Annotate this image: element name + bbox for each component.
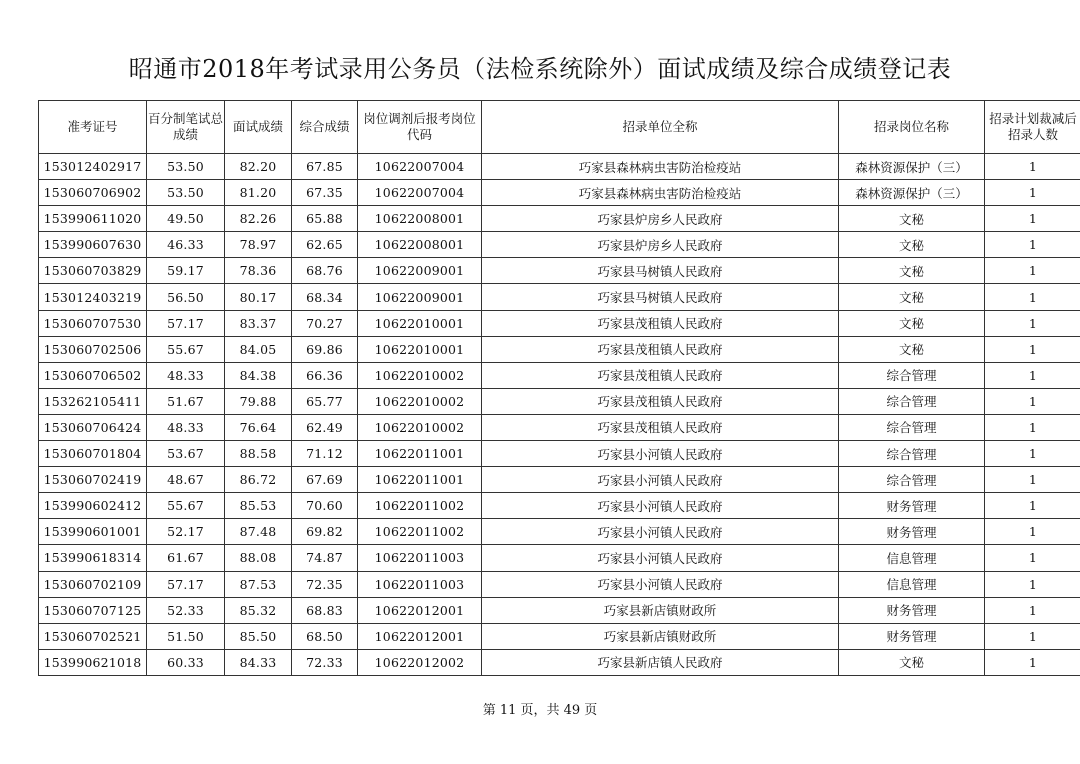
cell-interview-score: 83.37 xyxy=(225,310,292,336)
cell-exam-id: 153990621018 xyxy=(39,649,147,675)
header-unit-name: 招录单位全称 xyxy=(482,101,839,154)
header-exam-id: 准考证号 xyxy=(39,101,147,154)
table-row xyxy=(39,649,1080,675)
table-row xyxy=(39,362,1080,388)
cell-total-score: 69.82 xyxy=(292,519,358,545)
cell-written-score: 56.50 xyxy=(147,284,225,310)
cell-total-score: 72.35 xyxy=(292,571,358,597)
cell-unit-name: 巧家县小河镇人民政府 xyxy=(482,493,839,519)
cell-written-score: 59.17 xyxy=(147,258,225,284)
cell-written-score: 55.67 xyxy=(147,336,225,362)
cell-written-score: 48.33 xyxy=(147,414,225,440)
cell-unit-name: 巧家县新店镇财政所 xyxy=(482,623,839,649)
cell-exam-id: 153990607630 xyxy=(39,232,147,258)
cell-written-score: 52.17 xyxy=(147,519,225,545)
cell-written-score: 52.33 xyxy=(147,597,225,623)
cell-quota: 1 xyxy=(985,571,1080,597)
cell-position-code: 10622007004 xyxy=(358,180,482,206)
cell-total-score: 65.77 xyxy=(292,388,358,414)
cell-written-score: 49.50 xyxy=(147,206,225,232)
cell-quota: 1 xyxy=(985,414,1080,440)
cell-exam-id: 153060702109 xyxy=(39,571,147,597)
cell-position-name: 综合管理 xyxy=(839,362,985,388)
cell-position-code: 10622008001 xyxy=(358,206,482,232)
cell-written-score: 51.50 xyxy=(147,623,225,649)
cell-unit-name: 巧家县新店镇财政所 xyxy=(482,597,839,623)
cell-unit-name: 巧家县茂租镇人民政府 xyxy=(482,310,839,336)
header-position-name: 招录岗位名称 xyxy=(839,101,985,154)
cell-position-name: 财务管理 xyxy=(839,493,985,519)
cell-position-code: 10622010001 xyxy=(358,336,482,362)
cell-position-name: 文秘 xyxy=(839,284,985,310)
cell-interview-score: 76.64 xyxy=(225,414,292,440)
cell-interview-score: 88.08 xyxy=(225,545,292,571)
cell-quota: 1 xyxy=(985,232,1080,258)
cell-interview-score: 81.20 xyxy=(225,180,292,206)
cell-interview-score: 79.88 xyxy=(225,388,292,414)
cell-position-name: 综合管理 xyxy=(839,441,985,467)
cell-position-name: 综合管理 xyxy=(839,467,985,493)
cell-exam-id: 153012403219 xyxy=(39,284,147,310)
header-position-code: 岗位调剂后报考岗位代码 xyxy=(358,101,482,154)
cell-written-score: 48.67 xyxy=(147,467,225,493)
cell-unit-name: 巧家县小河镇人民政府 xyxy=(482,441,839,467)
cell-interview-score: 80.17 xyxy=(225,284,292,310)
header-total-score: 综合成绩 xyxy=(292,101,358,154)
table-body xyxy=(39,154,1080,676)
table-row xyxy=(39,258,1080,284)
cell-position-name: 财务管理 xyxy=(839,519,985,545)
cell-written-score: 61.67 xyxy=(147,545,225,571)
table-row xyxy=(39,232,1080,258)
cell-total-score: 66.36 xyxy=(292,362,358,388)
cell-unit-name: 巧家县森林病虫害防治检疫站 xyxy=(482,154,839,180)
cell-position-code: 10622011002 xyxy=(358,493,482,519)
table-row xyxy=(39,336,1080,362)
cell-written-score: 53.67 xyxy=(147,441,225,467)
cell-unit-name: 巧家县马树镇人民政府 xyxy=(482,258,839,284)
table-row xyxy=(39,180,1080,206)
cell-written-score: 53.50 xyxy=(147,180,225,206)
header-interview-score: 面试成绩 xyxy=(225,101,292,154)
table-row xyxy=(39,154,1080,180)
cell-quota: 1 xyxy=(985,258,1080,284)
cell-exam-id: 153060703829 xyxy=(39,258,147,284)
cell-interview-score: 84.38 xyxy=(225,362,292,388)
cell-position-code: 10622009001 xyxy=(358,284,482,310)
cell-written-score: 48.33 xyxy=(147,362,225,388)
cell-position-name: 文秘 xyxy=(839,336,985,362)
cell-position-code: 10622011003 xyxy=(358,545,482,571)
cell-written-score: 55.67 xyxy=(147,493,225,519)
cell-quota: 1 xyxy=(985,362,1080,388)
table-row xyxy=(39,519,1080,545)
header-written-score: 百分制笔试总成绩 xyxy=(147,101,225,154)
cell-exam-id: 153060702419 xyxy=(39,467,147,493)
cell-written-score: 57.17 xyxy=(147,571,225,597)
cell-total-score: 67.35 xyxy=(292,180,358,206)
cell-total-score: 69.86 xyxy=(292,336,358,362)
cell-position-name: 信息管理 xyxy=(839,545,985,571)
cell-quota: 1 xyxy=(985,180,1080,206)
cell-position-code: 10622011003 xyxy=(358,571,482,597)
cell-total-score: 68.50 xyxy=(292,623,358,649)
table-row xyxy=(39,310,1080,336)
cell-position-code: 10622008001 xyxy=(358,232,482,258)
cell-total-score: 68.76 xyxy=(292,258,358,284)
cell-total-score: 67.85 xyxy=(292,154,358,180)
cell-position-code: 10622011001 xyxy=(358,441,482,467)
cell-exam-id: 153990602412 xyxy=(39,493,147,519)
cell-unit-name: 巧家县小河镇人民政府 xyxy=(482,545,839,571)
cell-position-code: 10622010002 xyxy=(358,414,482,440)
cell-total-score: 62.65 xyxy=(292,232,358,258)
table-row xyxy=(39,545,1080,571)
cell-position-code: 10622007004 xyxy=(358,154,482,180)
cell-exam-id: 153060702506 xyxy=(39,336,147,362)
cell-interview-score: 78.97 xyxy=(225,232,292,258)
cell-total-score: 68.83 xyxy=(292,597,358,623)
cell-position-code: 10622012001 xyxy=(358,597,482,623)
table-row xyxy=(39,467,1080,493)
cell-exam-id: 153060702521 xyxy=(39,623,147,649)
cell-quota: 1 xyxy=(985,310,1080,336)
cell-exam-id: 153990618314 xyxy=(39,545,147,571)
cell-position-name: 文秘 xyxy=(839,649,985,675)
cell-exam-id: 153060707125 xyxy=(39,597,147,623)
table-row xyxy=(39,571,1080,597)
cell-exam-id: 153060706502 xyxy=(39,362,147,388)
cell-position-code: 10622010002 xyxy=(358,362,482,388)
cell-exam-id: 153060707530 xyxy=(39,310,147,336)
cell-total-score: 70.60 xyxy=(292,493,358,519)
cell-interview-score: 82.20 xyxy=(225,154,292,180)
table-row xyxy=(39,388,1080,414)
table-row xyxy=(39,493,1080,519)
header-quota: 招录计划裁减后招录人数 xyxy=(985,101,1080,154)
cell-interview-score: 82.26 xyxy=(225,206,292,232)
cell-unit-name: 巧家县新店镇人民政府 xyxy=(482,649,839,675)
cell-exam-id: 153262105411 xyxy=(39,388,147,414)
table-row xyxy=(39,597,1080,623)
cell-quota: 1 xyxy=(985,336,1080,362)
cell-written-score: 51.67 xyxy=(147,388,225,414)
cell-total-score: 65.88 xyxy=(292,206,358,232)
cell-position-name: 文秘 xyxy=(839,206,985,232)
cell-quota: 1 xyxy=(985,597,1080,623)
cell-unit-name: 巧家县小河镇人民政府 xyxy=(482,571,839,597)
table-row xyxy=(39,206,1080,232)
table-row xyxy=(39,441,1080,467)
cell-interview-score: 87.48 xyxy=(225,519,292,545)
cell-position-code: 10622012002 xyxy=(358,649,482,675)
table-header xyxy=(39,101,1080,154)
cell-quota: 1 xyxy=(985,649,1080,675)
cell-quota: 1 xyxy=(985,388,1080,414)
cell-position-name: 综合管理 xyxy=(839,388,985,414)
cell-exam-id: 153060701804 xyxy=(39,441,147,467)
cell-position-name: 财务管理 xyxy=(839,597,985,623)
cell-unit-name: 巧家县茂租镇人民政府 xyxy=(482,388,839,414)
cell-written-score: 57.17 xyxy=(147,310,225,336)
cell-quota: 1 xyxy=(985,467,1080,493)
cell-quota: 1 xyxy=(985,206,1080,232)
cell-total-score: 62.49 xyxy=(292,414,358,440)
cell-position-code: 10622011001 xyxy=(358,467,482,493)
cell-total-score: 74.87 xyxy=(292,545,358,571)
page-footer: 第 11 页，共 49 页 xyxy=(482,703,598,718)
cell-interview-score: 86.72 xyxy=(225,467,292,493)
cell-quota: 1 xyxy=(985,284,1080,310)
cell-written-score: 46.33 xyxy=(147,232,225,258)
cell-written-score: 53.50 xyxy=(147,154,225,180)
cell-position-name: 文秘 xyxy=(839,258,985,284)
cell-position-code: 10622011002 xyxy=(358,519,482,545)
cell-position-name: 综合管理 xyxy=(839,414,985,440)
cell-total-score: 68.34 xyxy=(292,284,358,310)
cell-position-name: 信息管理 xyxy=(839,571,985,597)
cell-quota: 1 xyxy=(985,623,1080,649)
cell-unit-name: 巧家县茂租镇人民政府 xyxy=(482,414,839,440)
cell-position-name: 文秘 xyxy=(839,310,985,336)
cell-quota: 1 xyxy=(985,154,1080,180)
cell-interview-score: 85.53 xyxy=(225,493,292,519)
cell-exam-id: 153012402917 xyxy=(39,154,147,180)
document-title: 昭通市2018年考试录用公务员（法检系统除外）面试成绩及综合成绩登记表 xyxy=(128,55,952,83)
cell-total-score: 67.69 xyxy=(292,467,358,493)
cell-total-score: 72.33 xyxy=(292,649,358,675)
cell-interview-score: 78.36 xyxy=(225,258,292,284)
cell-interview-score: 84.05 xyxy=(225,336,292,362)
cell-position-name: 财务管理 xyxy=(839,623,985,649)
cell-total-score: 71.12 xyxy=(292,441,358,467)
cell-quota: 1 xyxy=(985,441,1080,467)
cell-exam-id: 153990601001 xyxy=(39,519,147,545)
cell-position-code: 10622010002 xyxy=(358,388,482,414)
cell-unit-name: 巧家县森林病虫害防治检疫站 xyxy=(482,180,839,206)
cell-exam-id: 153990611020 xyxy=(39,206,147,232)
cell-position-code: 10622009001 xyxy=(358,258,482,284)
cell-unit-name: 巧家县茂租镇人民政府 xyxy=(482,336,839,362)
cell-exam-id: 153060706424 xyxy=(39,414,147,440)
cell-unit-name: 巧家县马树镇人民政府 xyxy=(482,284,839,310)
cell-quota: 1 xyxy=(985,493,1080,519)
header-row xyxy=(39,101,1080,154)
cell-written-score: 60.33 xyxy=(147,649,225,675)
cell-unit-name: 巧家县茂租镇人民政府 xyxy=(482,362,839,388)
cell-interview-score: 85.32 xyxy=(225,597,292,623)
table-row xyxy=(39,414,1080,440)
cell-unit-name: 巧家县炉房乡人民政府 xyxy=(482,206,839,232)
cell-interview-score: 87.53 xyxy=(225,571,292,597)
score-table xyxy=(38,100,1080,676)
cell-position-name: 森林资源保护（三） xyxy=(839,180,985,206)
cell-quota: 1 xyxy=(985,545,1080,571)
table-row xyxy=(39,623,1080,649)
cell-position-name: 文秘 xyxy=(839,232,985,258)
cell-unit-name: 巧家县小河镇人民政府 xyxy=(482,519,839,545)
cell-interview-score: 88.58 xyxy=(225,441,292,467)
cell-unit-name: 巧家县小河镇人民政府 xyxy=(482,467,839,493)
cell-total-score: 70.27 xyxy=(292,310,358,336)
cell-quota: 1 xyxy=(985,519,1080,545)
cell-interview-score: 84.33 xyxy=(225,649,292,675)
cell-position-name: 森林资源保护（三） xyxy=(839,154,985,180)
cell-exam-id: 153060706902 xyxy=(39,180,147,206)
cell-position-code: 10622012001 xyxy=(358,623,482,649)
cell-unit-name: 巧家县炉房乡人民政府 xyxy=(482,232,839,258)
cell-interview-score: 85.50 xyxy=(225,623,292,649)
cell-position-code: 10622010001 xyxy=(358,310,482,336)
table-row xyxy=(39,284,1080,310)
